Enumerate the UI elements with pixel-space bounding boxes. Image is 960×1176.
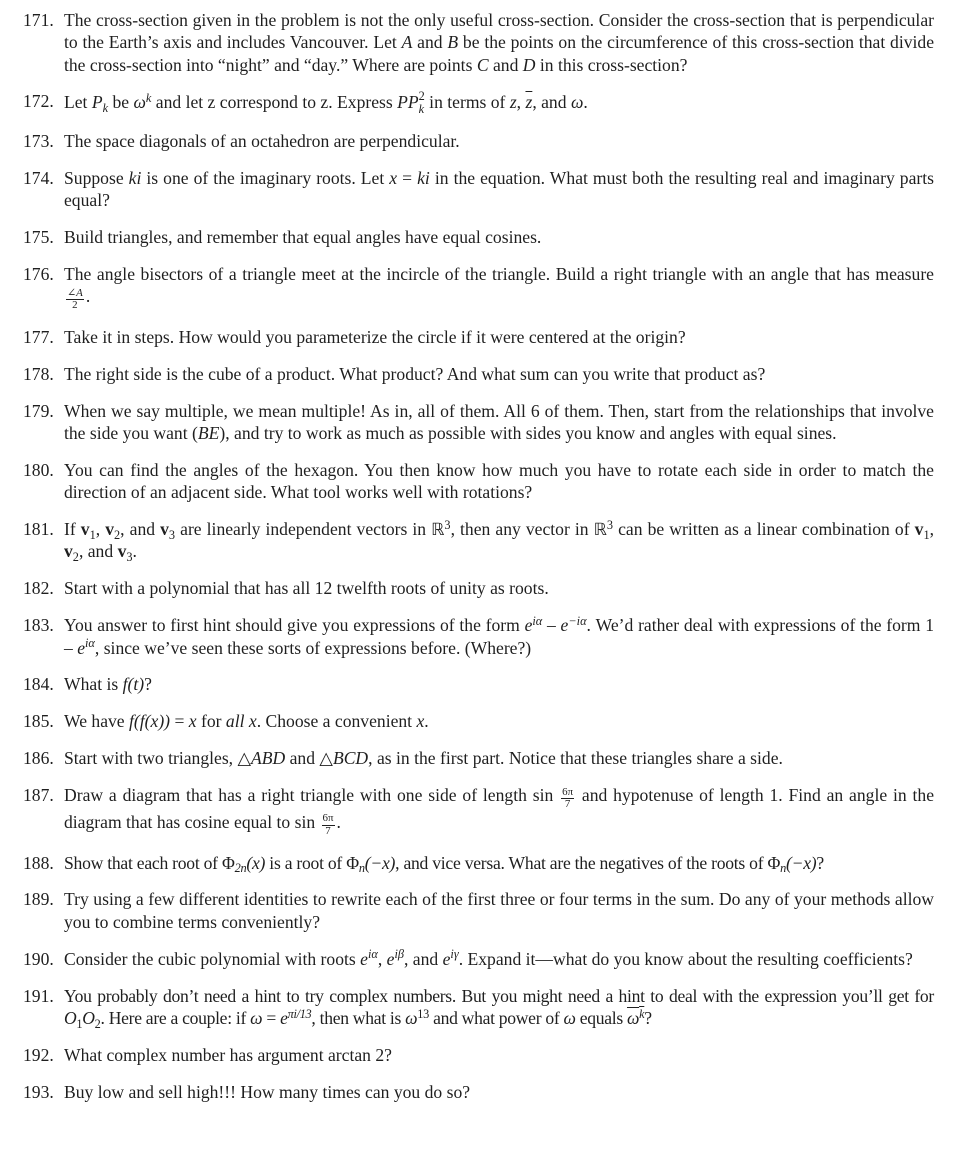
hint-number: 187. xyxy=(23,785,54,806)
hint-text: Take it in steps. How would you parameterize the circle if it were centered at the origin? xyxy=(64,327,686,347)
hint-178 xyxy=(0,363,934,385)
text-run: , and xyxy=(78,541,118,562)
hint-text xyxy=(64,747,934,769)
text-run: When we say multiple, we mean multiple! As in, all of them. All 6 of them. Then, start from the relationships that involve the side you want ( xyxy=(64,400,934,444)
text-run: ), and try to work as much as possible with sides you know and angles with equal sines. xyxy=(219,423,837,444)
text-run: , xyxy=(516,92,526,113)
math-symbol: Φ xyxy=(221,852,235,873)
text-run: be xyxy=(108,92,134,113)
math-var: D xyxy=(522,54,536,75)
hint-text xyxy=(64,948,934,970)
math-vector: v xyxy=(105,519,115,540)
math-symbol: Φ xyxy=(767,852,781,873)
math-subscript: 2 xyxy=(94,1016,101,1031)
hint-number: 178. xyxy=(23,363,54,384)
math-symbol: Φ xyxy=(346,852,359,873)
hint-180 xyxy=(0,459,934,504)
hint-text xyxy=(64,852,934,874)
hint-number: 183. xyxy=(23,615,54,636)
text-run: Consider the cubic polynomial with roots xyxy=(64,948,361,969)
hint-text xyxy=(64,400,934,445)
hint-number: 172. xyxy=(23,91,54,112)
text-run: are linearly independent vectors in xyxy=(175,519,432,540)
math-expression: f(f(x)) xyxy=(129,711,171,732)
hint-number: 185. xyxy=(23,711,54,732)
text-run: and hypotenuse of length 1. Find an angle in the diagram that has cosine equal to sin xyxy=(64,785,935,832)
math-superscript: 2 xyxy=(418,89,425,104)
hint-189 xyxy=(0,888,934,933)
text-run: If xyxy=(64,519,81,540)
math-vector: v xyxy=(160,519,169,540)
hint-text xyxy=(64,263,934,312)
fraction-denominator: 7 xyxy=(325,824,331,837)
math-superscript: −iα xyxy=(568,614,587,629)
text-run: , and xyxy=(532,92,571,113)
math-subscript: 1 xyxy=(923,527,930,542)
text-run: , then any vector in xyxy=(450,519,594,540)
math-var: e xyxy=(280,1007,288,1028)
math-var: z xyxy=(509,92,517,113)
math-var: x xyxy=(188,711,197,732)
hint-text: Start with a polynomial that has all 12 twelfth roots of unity as roots. xyxy=(64,578,549,599)
math-superscript: iα xyxy=(85,636,95,651)
text-run: ? xyxy=(816,852,824,873)
text-run: , and xyxy=(120,519,161,540)
text-run: and xyxy=(412,32,448,53)
hint-text xyxy=(64,673,934,695)
hint-187 xyxy=(0,784,934,837)
math-fraction xyxy=(66,288,84,312)
text-run: and xyxy=(285,748,320,769)
math-subscript: k xyxy=(102,101,109,116)
math-var: ω xyxy=(626,1007,640,1028)
text-run: . We’d rather deal with expressions of the form 1 – xyxy=(64,615,935,658)
math-subscript: n xyxy=(358,861,365,876)
text-run: We have xyxy=(64,711,130,732)
text-run: is one of the imaginary roots. Let xyxy=(141,167,390,188)
hint-text xyxy=(64,985,934,1030)
hint-text: The space diagonals of an octahedron are perpendicular. xyxy=(64,130,460,151)
math-var: ki xyxy=(417,167,430,188)
hint-text: You can find the angles of the hexagon. You then know how much you have to rotate each side in order to match the direction of an adjacent side. What tool works well with rotations? xyxy=(64,459,934,503)
hint-number: 181. xyxy=(23,519,54,540)
math-var: e xyxy=(442,948,451,969)
hint-number: 180. xyxy=(23,459,54,480)
hint-text: What complex number has argument arctan 2? xyxy=(64,1044,392,1065)
text-run: You probably don’t need a hint to try complex numbers. But you might need a hint to deal with the expression you’ll get for xyxy=(64,985,934,1006)
math-var: ω xyxy=(250,1007,263,1028)
fraction-numerator: ∠A xyxy=(67,286,83,299)
text-run: , xyxy=(929,519,934,540)
math-subscript: k xyxy=(418,101,425,116)
math-var: A xyxy=(401,32,413,53)
math-var: x xyxy=(416,711,425,732)
math-subscript: 2n xyxy=(234,861,247,876)
math-var: BCD xyxy=(332,748,369,769)
math-subscript: 2 xyxy=(114,527,121,542)
hint-number: 179. xyxy=(23,400,54,421)
hint-190 xyxy=(0,948,934,970)
math-subscript: 1 xyxy=(76,1016,83,1031)
text-run: The angle bisectors of a triangle meet at the incircle of the triangle. Build a right triangle with an angle that has measure xyxy=(64,263,934,284)
text-run: Suppose xyxy=(64,167,129,188)
text-run: in terms of xyxy=(424,92,510,113)
math-var: ω xyxy=(405,1007,418,1028)
math-var: PP xyxy=(397,92,419,113)
math-superscript: 3 xyxy=(606,518,614,532)
math-var: C xyxy=(476,54,489,75)
text-run: and what power of xyxy=(428,1007,564,1028)
text-run: is a root of xyxy=(265,852,347,873)
math-subscript: 2 xyxy=(72,550,79,565)
text-run: ? xyxy=(644,1007,652,1028)
text-run: be the points on the circumference of this cross-section that divide the cross-section into “night” and “day.” Where are points xyxy=(64,32,935,75)
hint-text xyxy=(64,784,934,837)
math-reals: ℝ xyxy=(431,519,445,540)
math-expression: f(t) xyxy=(122,674,145,695)
math-superscript: πi/13 xyxy=(287,1006,312,1021)
hint-193 xyxy=(0,1081,934,1103)
hint-number: 192. xyxy=(23,1044,54,1065)
math-var-conjugate: $\overline{z}$ xyxy=(525,92,533,113)
math-superscript: 13 xyxy=(417,1006,429,1021)
triangle-symbol: △ xyxy=(319,748,333,769)
text-run: equals xyxy=(575,1007,627,1028)
math-var: e xyxy=(524,615,533,636)
hint-number: 173. xyxy=(23,130,54,151)
hint-number: 182. xyxy=(23,578,54,599)
math-fraction xyxy=(561,787,574,811)
math-superscript: 3 xyxy=(444,518,451,532)
math-vector: v xyxy=(914,519,924,540)
text-run: . xyxy=(583,92,588,113)
math-fraction xyxy=(322,813,335,837)
hint-177 xyxy=(0,326,934,348)
math-superscript: iβ xyxy=(394,947,404,962)
hint-173 xyxy=(0,130,934,152)
hint-text: The right side is the cube of a product. What product? And what sum can you write that product as? xyxy=(64,363,766,384)
math-subscript: n xyxy=(780,861,787,876)
hint-text xyxy=(64,710,934,732)
text-run: – xyxy=(542,615,561,636)
text-run: . Choose a convenient xyxy=(256,711,417,732)
text-run: Draw a diagram that has a right triangle with one side of length sin xyxy=(64,785,560,806)
math-expression: (−x) xyxy=(364,852,396,873)
math-var: ω xyxy=(563,1007,576,1028)
text-run: . Here are a couple: if xyxy=(100,1007,251,1028)
hint-191 xyxy=(0,985,934,1030)
math-superscript: k xyxy=(639,1006,645,1021)
hint-text xyxy=(64,518,934,563)
math-superscript: k xyxy=(145,91,152,106)
hint-175 xyxy=(0,226,934,248)
text-run: , xyxy=(377,948,387,969)
math-var: x xyxy=(389,167,398,188)
text-run: , xyxy=(95,519,106,540)
math-var: e xyxy=(560,615,569,636)
hint-184 xyxy=(0,673,934,695)
fraction-denominator: 7 xyxy=(564,798,571,811)
hint-text: Try using a few different identities to rewrite each of the first three or four terms in the sum. Do any of your methods allow you to combine terms conveniently? xyxy=(64,889,934,932)
math-var: ω xyxy=(133,92,146,113)
hint-text: Buy low and sell high!!! How many times can you do so? xyxy=(64,1081,471,1102)
text-run: What is xyxy=(64,674,123,695)
text-run: . xyxy=(132,541,137,562)
math-reals: ℝ xyxy=(593,519,607,540)
hint-176 xyxy=(0,263,934,312)
text-run: = xyxy=(397,167,418,188)
math-var: BE xyxy=(197,423,220,444)
text-run: , then what is xyxy=(311,1007,406,1028)
hint-172 xyxy=(0,90,934,115)
hint-text xyxy=(64,90,934,115)
text-run: . Expand it—what do you know about the resulting coefficients? xyxy=(458,948,913,969)
text-run: for xyxy=(196,711,226,732)
text-run: Start with two triangles, xyxy=(64,748,238,769)
text-run: ? xyxy=(144,674,152,695)
math-subscript: 1 xyxy=(89,527,96,542)
math-var: ω xyxy=(570,92,584,113)
text-run: . xyxy=(85,285,91,306)
fraction-denominator: 2 xyxy=(72,298,78,311)
hint-number: 175. xyxy=(23,226,54,247)
hint-number: 186. xyxy=(23,748,54,769)
hint-number: 193. xyxy=(23,1081,54,1102)
hint-179 xyxy=(0,400,934,445)
hint-number: 191. xyxy=(23,985,54,1006)
text-run: and let z correspond to z. Express xyxy=(151,92,398,113)
math-superscript: iα xyxy=(532,614,543,629)
text-run: The cross-section given in the problem is not the only useful cross-section. Consider the cross-section that is perpendicular to the Earth’s axis and includes Vancouver. Let xyxy=(64,10,934,53)
fraction-numerator: 6π xyxy=(562,785,574,798)
text-run: . xyxy=(336,811,341,832)
math-var: O xyxy=(64,1007,77,1028)
math-var: e xyxy=(386,948,395,969)
text-run: and xyxy=(488,54,523,75)
emphasis: all xyxy=(225,711,245,732)
text-run: = xyxy=(170,711,189,732)
hint-number: 190. xyxy=(23,948,54,969)
hint-number: 189. xyxy=(23,889,54,910)
hint-174 xyxy=(0,167,934,212)
hint-text: Build triangles, and remember that equal angles have equal cosines. xyxy=(64,226,542,247)
hint-text xyxy=(64,167,934,212)
hint-number: 188. xyxy=(23,852,54,873)
hint-text xyxy=(64,614,934,659)
math-var: ABD xyxy=(251,748,286,769)
math-var: ki xyxy=(128,167,142,188)
math-var: e xyxy=(360,948,368,969)
text-run: in the equation. What must both the resulting real and imaginary parts equal? xyxy=(64,167,935,210)
hint-192 xyxy=(0,1044,934,1066)
math-subscript: 3 xyxy=(126,550,133,565)
math-expression: (x) xyxy=(246,852,266,873)
math-var: P xyxy=(91,92,103,113)
hint-181 xyxy=(0,518,934,563)
hint-185 xyxy=(0,710,934,732)
math-vector: v xyxy=(117,541,127,562)
math-var: x xyxy=(248,711,257,732)
text-run: , and vice versa. What are the negatives of the roots of xyxy=(395,852,768,873)
hint-188 xyxy=(0,852,934,874)
text-run: . xyxy=(424,711,429,732)
hint-171 xyxy=(0,9,934,76)
text-run: Let xyxy=(64,92,92,113)
text-run: = xyxy=(262,1007,281,1028)
text-run: You answer to first hint should give you expressions of the form xyxy=(64,615,525,636)
text-run: in this cross-section? xyxy=(535,54,688,75)
math-var: O xyxy=(82,1007,95,1028)
text-run: can be written as a linear combination of xyxy=(613,519,915,540)
math-superscript: iα xyxy=(367,947,378,962)
hint-text xyxy=(64,9,934,76)
hint-number: 184. xyxy=(23,674,54,695)
text-run: , since we’ve seen these sorts of expressions before. (Where?) xyxy=(94,637,532,658)
hint-183 xyxy=(0,614,934,659)
math-vector: v xyxy=(64,541,73,562)
fraction-numerator: 6π xyxy=(322,812,334,825)
math-subscript: 3 xyxy=(168,527,176,542)
math-conjugate xyxy=(627,1008,644,1028)
hint-186 xyxy=(0,747,934,769)
hint-number: 174. xyxy=(23,167,54,188)
math-superscript: iγ xyxy=(450,947,459,962)
math-var: e xyxy=(77,637,86,658)
text-run: Show that each root of xyxy=(64,852,222,873)
triangle-symbol: △ xyxy=(237,748,252,769)
math-var: B xyxy=(447,32,459,53)
hint-number: 176. xyxy=(23,263,54,284)
math-expression: (−x) xyxy=(786,852,817,873)
hint-182 xyxy=(0,577,934,599)
text-run: , as in the first part. Notice that these triangles share a side. xyxy=(368,748,783,769)
hint-number: 177. xyxy=(23,327,54,347)
hint-number: 171. xyxy=(23,10,54,30)
math-vector: v xyxy=(80,519,90,540)
text-run: , and xyxy=(404,948,443,969)
